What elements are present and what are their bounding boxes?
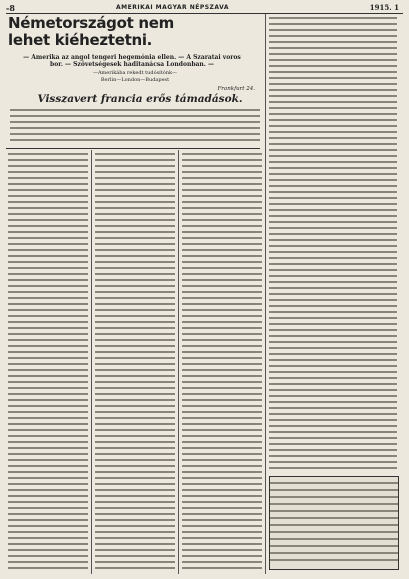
masthead-title: AMERIKAI MAGYAR NÉPSZAVA (116, 4, 230, 11)
main-headline (8, 15, 253, 49)
column-divider-1 (91, 150, 92, 574)
issue-date: 1915. 1 (369, 3, 399, 12)
column-divider-3 (265, 14, 266, 574)
subheadline-2: —Amerikába rekedt tudósítónk— (92, 70, 178, 76)
subscription-box (269, 476, 399, 570)
column-3 (182, 152, 262, 572)
main-headline-line-2: lehet kiéheztetni. (8, 31, 153, 49)
secondary-headline: Visszavert francia erős támadások. (37, 93, 243, 105)
column-4 (269, 16, 397, 472)
page-header (6, 4, 403, 12)
lead-paragraph (10, 108, 260, 144)
subheadline-1b: bor. — Szövetségesek haditanácsa Londonban. — (50, 61, 214, 68)
subheadline-2b: Berlin—London—Budapest (100, 77, 170, 83)
column-divider-2 (178, 150, 179, 574)
page-number: -8 (6, 3, 15, 13)
main-headline-line-1: Németországot nem (8, 14, 175, 32)
dateline: Frankfurt 24. (217, 86, 255, 92)
subheadline-1: — Amerika az angol tengeri hegemónia ellen. — A Szaratai voros (23, 54, 241, 61)
lead-rule (6, 148, 260, 149)
column-1 (8, 152, 88, 572)
column-2 (95, 152, 175, 572)
